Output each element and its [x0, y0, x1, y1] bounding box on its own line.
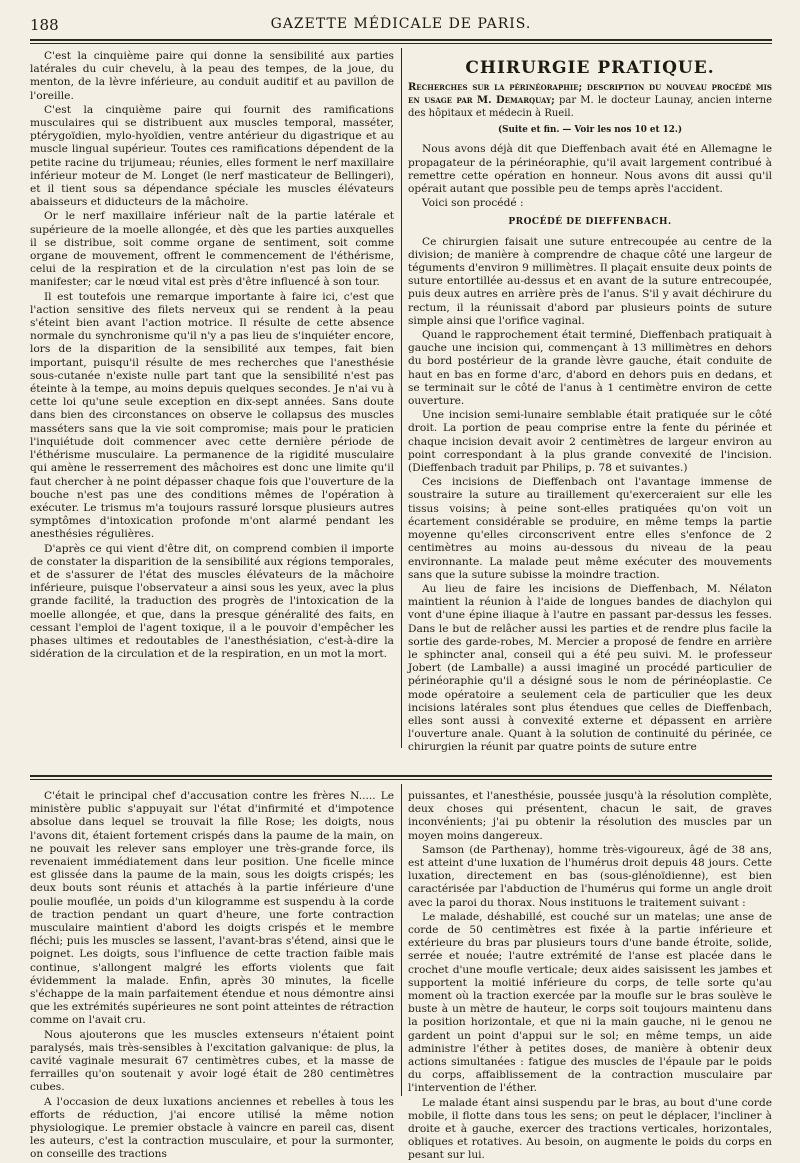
paragraph: D'après ce qui vient d'être dit, on comprend combien il importe de constater la disparition de la sensibilité aux régions temporales, et de s'assurer de l'état des muscles élévateurs de la mâchoire inférieure, puisque l'observateur a ainsi sous les yeux, avec la plus grande facilité, la traduction des progrès de l'intoxication de la moelle allongée, et que, dans la presque généralité des faits, en cessant l'emploi de l'agent toxique, il a le pouvoir d'empêcher les phases ultimes et redoutables de l'anesthésiation, c'est-à-dire la sidération de la circulation et de la respiration, en un mot la mort.: [30, 542, 394, 661]
article-subtitle: [408, 81, 772, 120]
paragraph: Or le nerf maxillaire inférieur naît de la partie latérale et supérieure de la moelle allongée, et dès que les parties auxquelles il se distribue, soit comme organe de sentiment, soit comme organe de mouvement, offrent le commencement de l'éthérisme, celui de la respiration et de la circulation n'est pas loin de se manifester; car le nœud vital est près d'être influencé à son tour.: [30, 210, 394, 289]
column-divider-top: [401, 48, 402, 748]
paragraph: Nous ajouterons que les muscles extenseurs n'étaient point paralysés, mais très-sensibles à l'excitation galvanique: de plus, la cavité vaginale mesurait 67 centimètres cubes, et la masse de ferrailles qu'on soutenait y avoir logé était de 280 centimètres cubes.: [30, 1028, 394, 1094]
paragraph: Le malade étant ainsi suspendu par le bras, au bout d'une corde mobile, il flotte dans tous les sens; on peut le déplacer, l'incliner à droite et à gauche, exercer des tractions verticales, horizontales, obliques et rotatives. Au besoin, on augmente le poids du corps en pesant sur lui.: [408, 1096, 772, 1162]
paragraph: Ces incisions de Dieffenbach ont l'avantage immense de soustraire la suture au tiraillement qu'exerceraient sur elle les tissus voisins; à peine sont-elles pratiquées qu'on voit un écartement considérable se produire, en même temps la partie moyenne qu'elles circonscrivent entre elles s'enfonce de 2 centimètres au moins au-dessous du niveau de la peau environnante. La malade peut même exécuter des mouvements sans que la suture subisse la moindre traction.: [408, 476, 772, 581]
column-divider-bottom: [401, 784, 402, 1096]
continuation-note: (Suite et fin. — Voir les nos 10 et 12.): [497, 125, 683, 136]
top-right-column: [408, 58, 773, 754]
paragraph: Samson (de Parthenay), homme très-vigoureux, âgé de 38 ans, est atteint d'une luxation de l'humérus droit depuis 48 jours. Cette luxation, directement en bas (sous-glénoïdienne), est bien caractérisée par l'abduction de l'humérus qui forme un angle droit avec la paroi du thorax. Nous instituons le traitement suivant :: [408, 843, 772, 909]
paragraph: Quand le rapprochement était terminé, Dieffenbach pratiquait à gauche une incision qui, commençant à 13 millimètres en dehors du bord postérieur de la grande lèvre gauche, était conduite de haut en bas en forme d'arc, d'abord en dehors puis en dedans, et se terminait sur le côté de l'anus à 1 centimètre environ de cette ouverture.: [408, 329, 772, 408]
page-number: 188: [30, 16, 59, 34]
header-rule: [30, 39, 772, 41]
page-header: [30, 14, 772, 40]
bottom-left-column: [30, 790, 394, 1161]
paragraph: Au lieu de faire les incisions de Dieffenbach, M. Nélaton maintient la réunion à l'aide de longues bandes de diachylon qui vont d'une épine iliaque à l'autre en passant par-dessus les fesses. Dans le but de relâcher aussi les parties et de rendre plus facile la sortie des garde-robes, M. Mercier a proposé de fendre en arrière le sphincter anal, conseil qui a été peu suivi. M. le professeur Jobert (de Lamballe) a aussi imaginé un procédé particulier de périnéoraphie qu'il a désigné sous le nom de périnéoplastie. Ce mode opératoire a seulement cela de particulier que les deux incisions latérales sont plus étendues que celles de Dieffenbach, elles sont aussi à convexité externe et dépassent en arrière l'ouverture anale. Quant à la solution de continuité du périnée, ce chirurgien la réunit par quatre points de suture entre: [408, 582, 772, 754]
paragraph: Il est toutefois une remarque importante à faire ici, c'est que l'action sensitive des filets nerveux qui se rendent à la peau s'éteint bien avant l'action motrice. Il résulte de cette absence normale du synchronisme qu'il n'y a pas lieu de s'inquiéter encore, lors de la disparition de la sensibilité aux tempes, fait bien important, puisqu'il résulte de mes recherches que l'anesthésie sous-cutanée n'existe nulle part tant que la sensibilité n'est pas éteinte à la tempe, au moins depuis quelques secondes. Je n'ai vu à cette loi qu'une seule exception en dix-sept années. Sans doute dans bien des circonstances on observe le collapsus des muscles masséters sans que la vie soit compromise; mais pour le praticien l'inquiétude doit commencer avec cette dernière période de l'éthérisme musculaire. La permanence de la rigidité musculaire qui amène le resserrement des mâchoires est donc une limite qu'il faut chercher à ne point dépasser chaque fois que l'ouverture de la bouche n'est pas une des conditions mêmes de l'opération à exécuter. Le trismus m'a toujours rassuré lorsque plusieurs autres symptômes d'intoxication profonde m'ont alarmé pendant les anesthésies régulières.: [30, 290, 394, 541]
subtitle-author: par M. le docteur Launay, ancien interne des hôpitaux et médecin à Rueil.: [408, 95, 773, 120]
paragraph: Une incision semi-lunaire semblable était pratiquée sur le côté droit. La portion de peau comprise entre la fente du périnée et chaque incision devait avoir 2 centimètres de largeur environ au point correspondant à la plus grande convexité de l'incision. (Dieffenbach traduit par Philips, p. 78 et suivantes.): [408, 409, 772, 475]
paragraph: Nous avons déjà dit que Dieffenbach avait été en Allemagne le propagateur de la périnéoraphie, qu'il avait largement contribué à remettre cette opération en honneur. Nous avons dit aussi qu'il opérait autant que possible peu de temps après l'accident.: [408, 143, 772, 196]
section-title: CHIRURGIE PRATIQUE.: [465, 58, 715, 78]
paragraph: C'est la cinquième paire qui donne la sensibilité aux parties latérales du cuir chevelu, à la peau des tempes, de la joue, du menton, de la lèvre inférieure, au conduit auditif et au pavillon de l'oreille.: [30, 50, 394, 102]
paragraph: A l'occasion de deux luxations anciennes et rebelles à tous les efforts de réduction, j'ai encore utilisé la même notion physiologique. Le premier obstacle à vaincre en pareil cas, disent les auteurs, c'est la contraction musculaire, et pour la surmonter, on conseille des tractions: [30, 1095, 394, 1161]
section-separator-thin: [30, 779, 772, 780]
bottom-right-column: [408, 790, 772, 1162]
header-rule-thin: [30, 43, 772, 44]
paragraph: Le malade, déshabillé, est couché sur un matelas; une anse de corde de 50 centimètres est fixée à la partie inférieure et extérieure du bras par plusieurs tours d'une bande étroite, solide, serrée et nouée; l'autre extrémité de l'anse est placée dans le crochet d'une moufle verticale; deux aides saisissent les jambes et supportent la moitié inférieure du corps, de telle sorte qu'au moment où la traction exercée par la moufle sur le bras soulève le buste à un mètre de hauteur, le corps soit toujours maintenu dans la position horizontale, et que ni la main gauche, ni le genou ne gardent un point d'appui sur le sol; en même temps, un aide administre l'éther à petites doses, de manière à obtenir deux actions simultanées : fatigue des muscles de l'épaule par le poids du corps, affaiblissement de la contraction musculaire par l'intervention de l'éther.: [408, 910, 772, 1095]
top-left-column: [30, 50, 394, 661]
section-separator: [30, 775, 772, 777]
procedure-heading: PROCÉDÉ DE DIEFFENBACH.: [508, 217, 672, 228]
paragraph: Ce chirurgien faisait une suture entrecoupée au centre de la division; de manière à comprendre de chaque côté une largeur de téguments d'environ 9 millimètres. Il plaçait ensuite deux points de suture entortillée au-dessus et en avant de la suture entrecoupée, puis deux autres en arrière près de l'anus. S'il y avait déchirure du rectum, il la réunissait d'abord par plusieurs points de suture simple ainsi que l'orifice vaginal.: [408, 235, 772, 327]
paragraph: Voici son procédé :: [422, 197, 524, 210]
paragraph: C'était le principal chef d'accusation contre les frères N..... Le ministère public s'appuyait sur l'état d'infirmité et d'impotence absolue dans lequel se trouvait la fille Rose; les doigts, nous l'avons dit, étaient fortement crispés dans la paume de la main, on ne pouvait les relever sans employer une très-grande force, ils revenaient immédiatement dans leur position. Une ficelle mince est glissée dans la paume de la main, sous les doigts crispés; les deux bouts sont réunis et attachés à la partie inférieure d'une poulie mouflée, un poids d'un kilogramme est suspendu à la corde de traction pendant un quart d'heure, une forte contraction musculaire maintient d'abord les doigts crispés et le membre fléchi; puis les muscles se lassent, l'avant-bras s'étend, ainsi que le poignet. Les doigts, sous l'influence de cette traction faible mais continue, s'allongent malgré les efforts violents que fait évidemment la malade. Enfin, après 30 minutes, la ficelle s'échappe de la main parfaitement étendue et nous démontre ainsi que les extrémités supérieures ne sont point atteintes de rétraction comme on l'avait cru.: [30, 790, 394, 1027]
journal-title: GAZETTE MÉDICALE DE PARIS.: [270, 16, 532, 32]
paragraph: C'est la cinquième paire qui fournit des ramifications musculaires qui se distribuent aux muscles temporal, masséter, ptérygoïdien, mylo-hyoïdien, ventre antérieur du digastrique et au muscle lingual supérieur. Toutes ces ramifications dépendent de la petite racine du trijumeau; réunies, elles forment le nerf maxillaire inférieur moteur de M. Longet (le nerf masticateur de Bellingeri), et il tient sous sa dépendance spéciale les muscles élévateurs abaisseurs et diducteurs de la mâchoire.: [30, 103, 394, 209]
paragraph: puissantes, et l'anesthésie, poussée jusqu'à la résolution complète, deux choses qui présentent, chacun le sait, de graves inconvénients; j'ai pu obtenir la résolution des muscles par un moyen moins dangereux.: [408, 790, 772, 842]
subtitle-caps: Recherches sur la périnéoraphie; description du nouveau procédé mis en usage par M. Demarquay;: [408, 82, 772, 107]
